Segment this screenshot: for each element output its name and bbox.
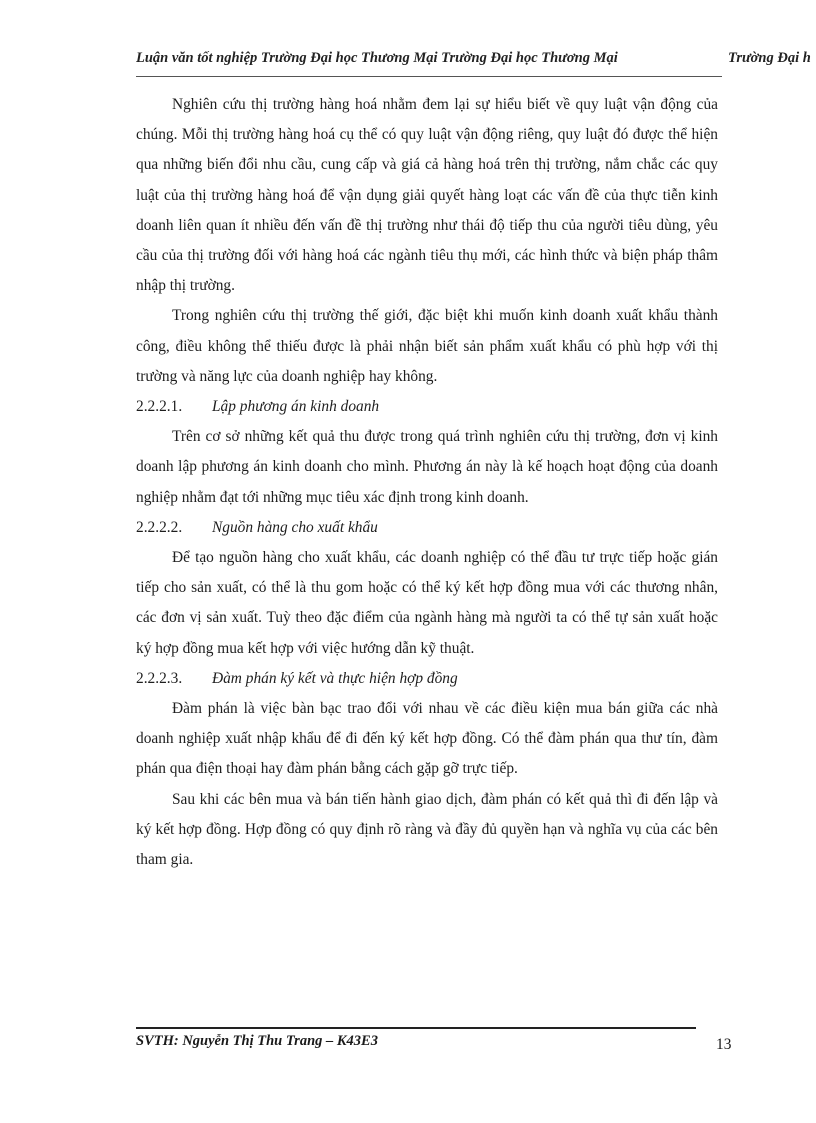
section-number: 2.2.2.2. (136, 518, 183, 536)
section-heading (136, 392, 718, 422)
body-paragraph: Sau khi các bên mua và bán tiến hành giao dịch, đàm phán có kết quả thì đi đến lập và ký kết hợp đồng. Hợp đồng có quy định rõ ràng và đầy đủ quyền hạn và nghĩa vụ của các bên tham gia. (136, 790, 718, 869)
section-heading (136, 513, 718, 543)
section-title: Đàm phán ký kết và thực hiện hợp đồng (212, 669, 458, 687)
body-paragraph: Nghiên cứu thị trường hàng hoá nhằm đem lại sự hiểu biết về quy luật vận động của chúng. Mỗi thị trường hàng hoá cụ thể có quy luật vận động riêng, quy luật đó được thể hiện qua những biến đổi nhu cầu, cung cấp và giá cả hàng hoá trên thị trường, nắm chắc các quy luật của thị trường hàng hoá để vận dụng giải quyết hàng loạt các vấn đề của thực tiễn kinh doanh liên quan ít nhiều đến vấn đề thị trường như thái độ tiếp thu của người tiêu dùng, yêu cầu của thị trường đối với hàng hoá các ngành tiêu thụ mới, các hình thức và biện pháp thâm nhập thị trường. (136, 96, 718, 295)
page-number: 13 (716, 1036, 732, 1053)
header-right-text: Trường Đại h (728, 50, 811, 66)
body-paragraph: Đàm phán là việc bàn bạc trao đổi với nhau về các điều kiện mua bán giữa các nhà doanh nghiệp xuất nhập khẩu để đi đến ký kết hợp đồng. Có thể đàm phán qua thư tín, đàm phán qua điện thoại hay đàm phán bằng cách gặp gỡ trực tiếp. (136, 700, 718, 778)
section-heading (136, 664, 718, 694)
footer-author: SVTH: Nguyễn Thị Thu Trang – K43E3 (136, 1033, 378, 1049)
body-paragraph: Trong nghiên cứu thị trường thế giới, đặc biệt khi muốn kinh doanh xuất khẩu thành công, điều không thể thiếu được là phải nhận biết sản phẩm xuất khẩu có phù hợp với thị trường và năng lực của doanh nghiệp hay không. (136, 307, 718, 385)
section-number: 2.2.2.1. (136, 398, 183, 416)
document-body (136, 90, 718, 875)
running-header (136, 50, 816, 70)
footer-rule (136, 1027, 696, 1029)
body-paragraph: Trên cơ sở những kết quả thu được trong quá trình nghiên cứu thị trường, đơn vị kinh doanh lập phương án kinh doanh cho mình. Phương án này là kế hoạch hoạt động của doanh nghiệp nhằm đạt tới những mục tiêu xác định trong kinh doanh. (136, 428, 718, 506)
section-title: Nguồn hàng cho xuất khẩu (212, 518, 378, 536)
section-title: Lập phương án kinh doanh (212, 398, 380, 416)
header-rule (136, 76, 722, 77)
body-paragraph: Để tạo nguồn hàng cho xuất khẩu, các doanh nghiệp có thể đầu tư trực tiếp hoặc gián tiếp cho sản xuất, có thể là thu gom hoặc có thể ký kết hợp đồng mua với các thương nhân, các đơn vị sản xuất. Tuỳ theo đặc điểm của ngành hàng mà người ta có thể tự sản xuất hoặc ký hợp đồng mua kết hợp với việc hướng dẫn kỹ thuật. (136, 549, 718, 657)
header-left-text: Luận văn tốt nghiệp Trường Đại học Thương Mại Trường Đại học Thương Mại (136, 50, 618, 66)
section-number: 2.2.2.3. (136, 669, 183, 687)
